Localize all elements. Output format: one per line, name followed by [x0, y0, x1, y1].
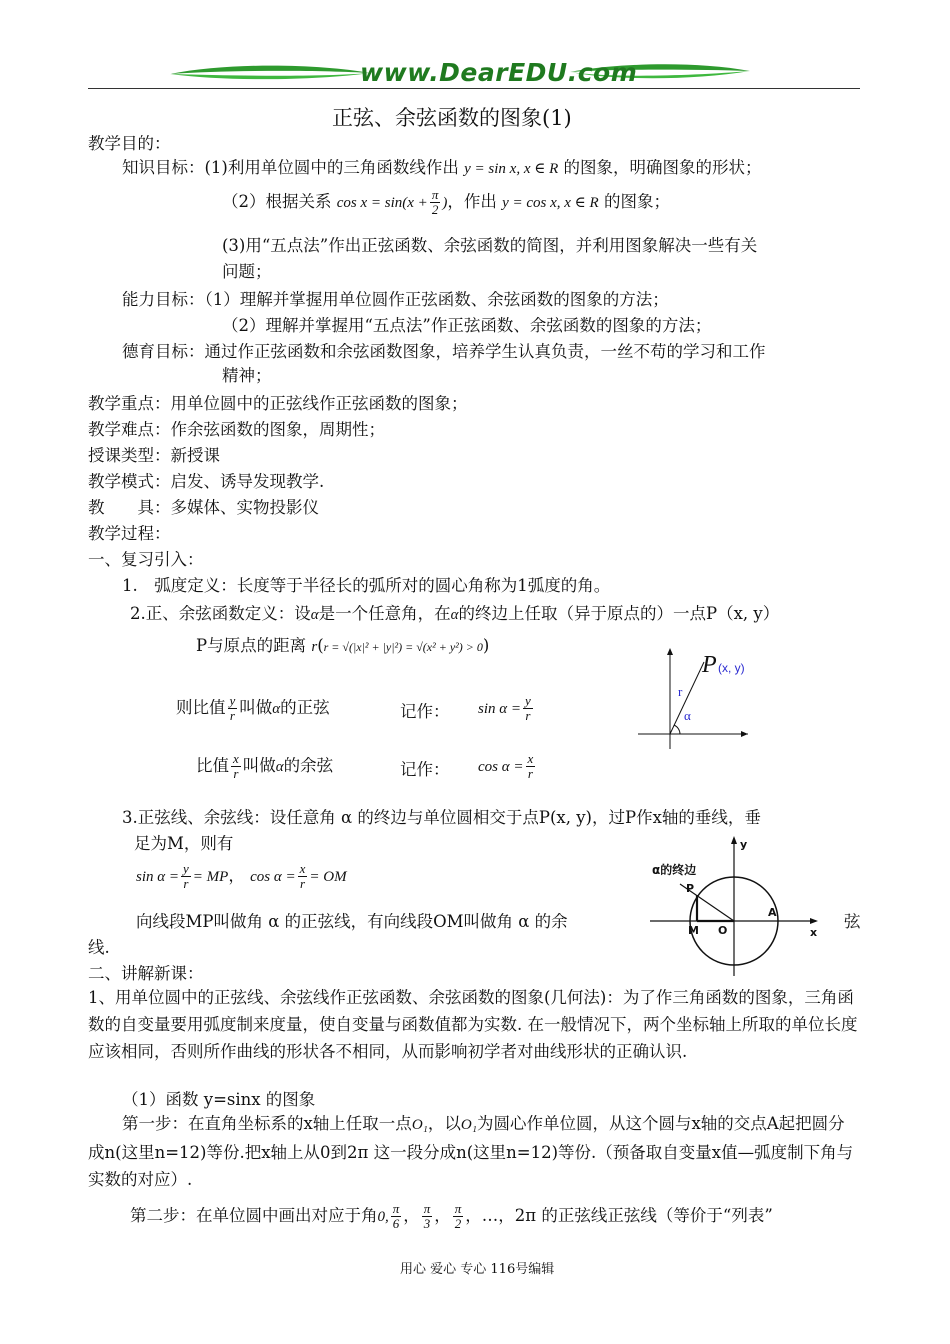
unit-circle-diagram [640, 832, 830, 980]
ability-objective-1: 能力目标：（1）理解并掌握用单位圆作正弦函数、余弦函数的图象的方法； [122, 290, 669, 309]
review-item-3-cont: 足为M，则有 [134, 834, 234, 853]
knowledge-objective-2: （2）根据关系 cos x = sin(x + $\frac{\pi}{2}$ )，作出 y = cos x, x ∈ R 的图象； [222, 187, 670, 217]
review-item-2: 2.正、余弦函数定义：设α是一个任意角，在α的终边上任取（异于原点的）一点P（x, y） [130, 604, 780, 623]
new-lesson-heading: 二、讲解新课： [88, 964, 204, 983]
teaching-tools: 教 具：多媒体、实物投影仪 [88, 498, 319, 517]
moral-objective: 德育目标：通过作正弦函数和余弦函数图象，培养学生认真负责，一丝不苟的学习和工作 [122, 342, 766, 361]
logo-text: www.DearEDU.com [360, 58, 638, 87]
alpha-label: α [684, 708, 691, 723]
m-label: M [688, 924, 699, 937]
step-1-paragraph: 第一步：在直角坐标系的x轴上任取一点O₁，以O₁为圆心作单位圆，从这个圆与x轴的交点A起把圆分成n(这里n=12)等份.把x轴上从0到2π 这一段分成n(这里n=12)等份.（预备取自变量x值—弧度制下角与实数的对应）. [88, 1114, 854, 1189]
review-heading: 一、复习引入： [88, 550, 204, 569]
method-paragraph: 1、用单位圆中的正弦线、余弦线作正弦函数、余弦函数的图象(几何法)：为了作三角函数的图象，三角函数的自变量要用弧度制来度量，使自变量与函数值都为实数. 在一般情况下，两个坐标轴上所取的单位长度应该相同，否则所作曲线的形状各不相同，从而影响初学者对曲线形状的正确认识. [88, 988, 858, 1061]
sine-graph-subheading: （1）函数 y=sinx 的图象 [122, 1090, 316, 1109]
p-label: P [686, 882, 695, 895]
sine-note: 记作： [400, 702, 450, 721]
teaching-mode: 教学模式：启发、诱导发现教学. [88, 472, 325, 491]
lesson-type: 授课类型：新授课 [88, 446, 220, 465]
knowledge-objective-1: 知识目标：(1)利用单位圆中的三角函数线作出 y = sin x, x ∈ R 的图象，明确图象的形状； [122, 158, 762, 177]
directed-segment-text-cont: 线. [88, 938, 110, 957]
cosine-definition: 比值 $\frac{x}{r}$ 叫做α的余弦 [196, 751, 334, 781]
difficulty: 教学难点：作余弦函数的图象，周期性； [88, 420, 385, 439]
sine-formula: sin α = $\frac{y}{r}$ [478, 693, 531, 723]
moral-objective-cont: 精神； [222, 366, 272, 385]
distance-line: P与原点的距离 r(r = √(|x|² + |y|²) = √(x² + y²) > 0) [196, 636, 490, 655]
sine-definition: 则比值 $\frac{y}{r}$ 叫做α的正弦 [176, 693, 330, 723]
point-coord-label: (x, y) [718, 661, 745, 675]
sine-cosine-line-formulas: sin α = $\frac{y}{r}$ = MP， cos α = $\frac{x}{r}$ = OM [136, 861, 347, 891]
r-label: r [678, 684, 683, 699]
knowledge-objective-3: (3)用“五点法”作出正弦函数、余弦函数的简图，并利用图象解决一些有关 [222, 236, 758, 255]
directed-segment-text: 向线段MP叫做角 α 的正弦线，有向线段OM叫做角 α 的余 [136, 912, 568, 931]
page-footer: 用心 爱心 专心 116号编辑 [400, 1262, 555, 1277]
y-axis-label: y [740, 838, 748, 851]
process-heading: 教学过程： [88, 524, 171, 543]
distance-formula: r = √(|x|² + |y|²) = √(x² + y²) > 0 [323, 640, 483, 654]
directed-segment-tail: 弦 [844, 912, 861, 931]
terminal-side-diagram [630, 644, 760, 754]
header-logo [170, 58, 750, 88]
a-label: A [768, 906, 777, 919]
key-point: 教学重点：用单位圆中的正弦线作正弦函数的图象； [88, 394, 468, 413]
review-item-1: 1. 弧度定义：长度等于半径长的弧所对的圆心角称为1弧度的角。 [122, 576, 611, 595]
ability-objective-2: （2）理解并掌握用“五点法”作正弦函数、余弦函数的图象的方法； [222, 316, 712, 335]
step-2-line: 第二步：在单位圆中画出对应于角0, $\frac{\pi}{6}$ ， $\frac{\pi}{3}$ ， $\frac{\pi}{2}$ ，…，2π 的正弦线正弦线（等价于“列表” [130, 1201, 773, 1231]
x-axis-label: x [810, 926, 818, 939]
terminal-side-label: α的终边 [652, 863, 697, 877]
knowledge-objective-3-cont: 问题； [222, 262, 272, 281]
cosine-formula: cos α = $\frac{x}{r}$ [478, 751, 534, 781]
review-item-3: 3.正弦线、余弦线：设任意角 α 的终边与单位圆相交于点P(x, y)，过P作x轴的垂线，垂 [122, 808, 761, 827]
header-rule [88, 88, 860, 89]
cosine-note: 记作： [400, 760, 450, 779]
objectives-heading: 教学目的： [88, 134, 171, 153]
pi-over-2-fraction: $\frac{\pi}{2}$ [431, 187, 439, 217]
page-title: 正弦、余弦函数的图象(1) [332, 106, 572, 130]
point-p-label: P [702, 652, 717, 678]
o-label: O [718, 924, 728, 937]
